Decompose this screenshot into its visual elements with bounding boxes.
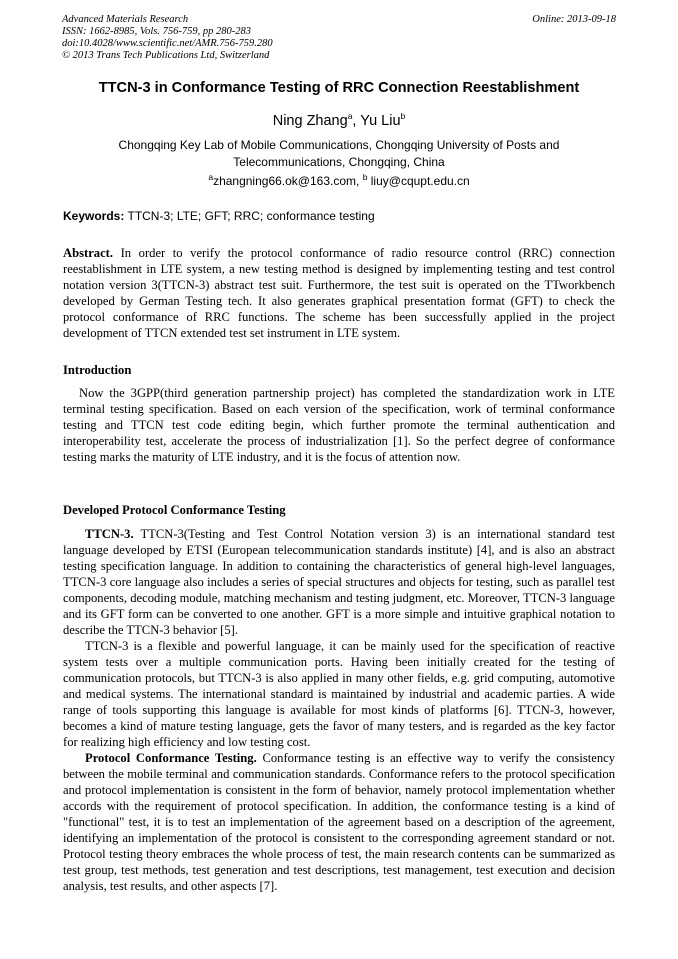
author-line: Ning Zhang$^a$, Yu Liu$^b$ xyxy=(272,111,406,129)
journal-header xyxy=(62,14,273,62)
abstract-paragraph xyxy=(63,245,615,341)
section-heading-developed: Developed Protocol Conformance Testing xyxy=(63,503,286,517)
email-mark: a xyxy=(208,172,214,182)
developed-section-body xyxy=(63,526,615,894)
introduction-paragraph: Now the 3GPP(third generation partnership project) has completed the standardization work in LTE terminal testing specification. Based on each version of the specification, work of terminal conformance testing and TTCN test code editing begin, which further promote the terminal authentication and interoperability test, accelerate the process of industrialization [1]. So the perfect degree of conformance testing marks the maturity of LTE industry, and it is the focus of attention now. xyxy=(63,386,615,464)
author-mark: b xyxy=(400,111,406,122)
keywords-label: Keywords: xyxy=(63,209,125,223)
abstract-label: Abstract. xyxy=(63,246,114,260)
conformance-paragraph-text: Conformance testing is an effective way to verify the consistency between the mobile terminal and communication standards. Conformance refers to the protocol specification and protocol implementation is consistent in the form of behavior, namely protocol implementation whether accords with the requirement of protocol specification. In addition, the conformance testing is a kind of "functional" test, it is to test an implementation of the agreement based on a description of the agreement, identifying an implementation of the protocol is consistent to the corresponding agreement standard or not. Protocol testing theory embraces the whole process of test, the main research contents can be summarized as test group, test methods, test generation and test descriptions, test management, test execution and decision analysis, test results, and other aspects [7]. xyxy=(63,751,616,893)
email-mark: b xyxy=(362,172,368,182)
online-date: Online: 2013-09-18 xyxy=(532,14,616,25)
copyright-line: © 2013 Trans Tech Publications Ltd, Switzerland xyxy=(62,50,270,61)
paper-title: TTCN-3 in Conformance Testing of RRC Connection Reestablishment xyxy=(98,80,580,96)
author-mark: a xyxy=(347,111,353,122)
section-heading-introduction: Introduction xyxy=(63,363,132,377)
email-line: $^a$zhangning66.ok@163.com, $^b$ liuy@cqupt.edu.cn xyxy=(208,172,470,188)
conformance-runin-heading: Protocol Conformance Testing. xyxy=(85,751,257,765)
ttcn3-runin-heading: TTCN-3. xyxy=(85,527,134,541)
author-name: Yu Liu xyxy=(360,113,401,129)
email-address: zhangning66.ok@163.com xyxy=(213,174,357,188)
abstract-text: In order to verify the protocol conformance of radio resource control (RRC) connection reestablishment in LTE system, a new testing method is designed by implementing testing and test control notation version 3(TTCN-3) abstract test suit. Furthermore, the test suit is operated on the TTworkbench developed by German Testing tech. It also generates graphical presentation format (GFT) to check the protocol conformance of RRC functions. The scheme has been successfully applied in the project development of TTCN extended test set instrument in LTE system. xyxy=(63,246,615,340)
issn-line: ISSN: 1662-8985, Vols. 756-759, pp 280-283 xyxy=(62,26,251,37)
affiliation: Chongqing Key Lab of Mobile Communications, Chongqing University of Posts and Telecommunications, Chongqing, China xyxy=(118,138,560,169)
author-name: Ning Zhang xyxy=(272,113,348,129)
keywords-line xyxy=(63,209,375,223)
journal-name: Advanced Materials Research xyxy=(62,14,189,25)
doi-line: doi:10.4028/www.scientific.net/AMR.756-759.280 xyxy=(62,38,273,49)
conformance-paragraph xyxy=(63,750,615,894)
ttcn3-paragraph xyxy=(63,526,615,638)
keywords-text: TTCN-3; LTE; GFT; RRC; conformance testing xyxy=(127,209,375,223)
ttcn3-paragraph-text: TTCN-3(Testing and Test Control Notation version 3) is an international standard test language developed by ETSI (European telecommunication standards institute) [4], and is also an abstract testing specification language. In addition to containing the characteristics of general high-level languages, TTCN-3 core language also includes a series of special structures and objects for testing, such as parallel test components, decoding module, matching mechanism and testing judgment, etc. Moreover, TTCN-3 language and its GFT form can be converted to one another. GFT is a more simple and intuitive graphical notation to describe the TTCN-3 behavior [5]. xyxy=(63,527,616,637)
email-address: liuy@cqupt.edu.cn xyxy=(370,174,470,188)
ttcn3-flexible-paragraph: TTCN-3 is a flexible and powerful language, it can be mainly used for the specification of reactive system tests over a multiple communication ports. Having been initially created for the testing of communication protocols, but TTCN-3 is also applied in many other fields, e.g. grid computing, automotive and medical systems. The international standard is maintained by industrial and academic parties. A wide range of tools supporting this language is available for most kinds of platforms [6]. TTCN-3, however, becomes a kind of mature testing language, gets the favor of many testers, and is regarded as the key factor for realizing high efficiency and low testing cost. xyxy=(63,639,615,749)
